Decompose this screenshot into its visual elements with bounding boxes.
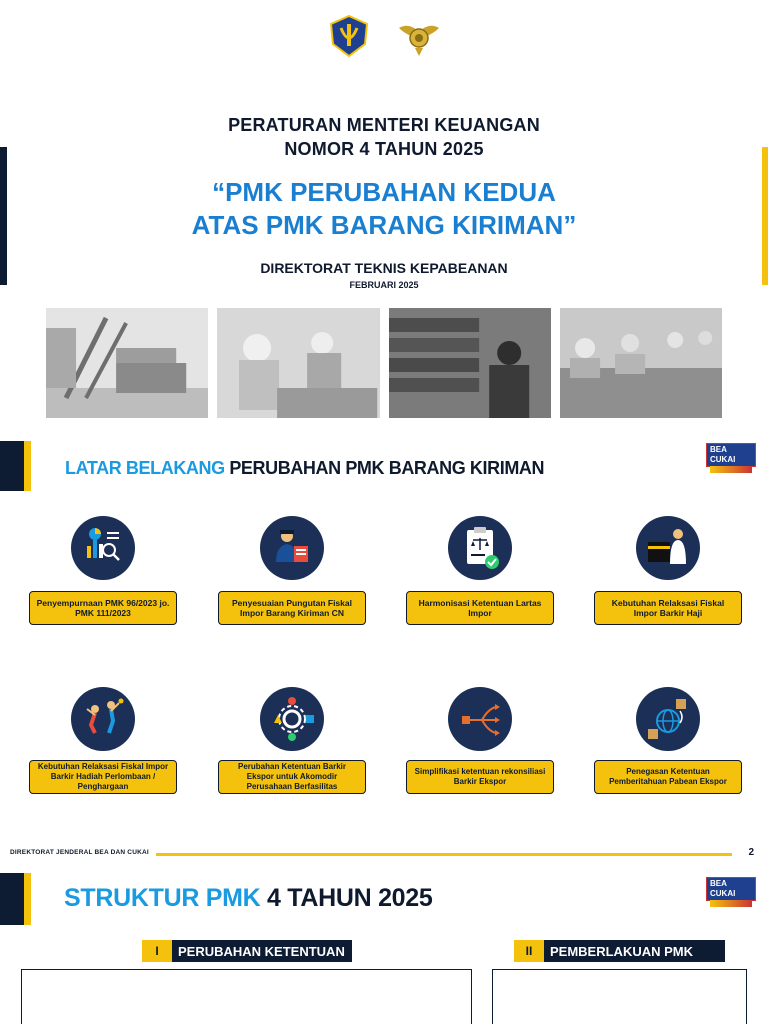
background-item-label: Penyempurnaan PMK 96/2023 jo. PMK 111/2023 xyxy=(29,591,177,625)
background-item-label: Kebutuhan Relaksasi Fiskal Impor Barkir Hadiah Perlombaan / Penghargaan xyxy=(29,760,177,794)
logo-row xyxy=(0,14,768,58)
photo-strip xyxy=(46,308,722,418)
bea-cukai-logo: BEA CUKAI xyxy=(706,443,756,467)
section-panel-2 xyxy=(492,969,747,1024)
globe-shipment-icon xyxy=(636,687,700,751)
structure-slide xyxy=(0,871,768,1024)
cover-date: FEBRUARI 2025 xyxy=(349,280,419,290)
chart-analysis-icon xyxy=(71,516,135,580)
header-yellow-bar xyxy=(24,441,31,491)
section-number: II xyxy=(514,940,544,962)
section-label-2 xyxy=(514,940,725,962)
section-panel-1 xyxy=(21,969,472,1024)
background-slide xyxy=(0,437,768,865)
gear-cycle-icon xyxy=(260,687,324,751)
slide-footer xyxy=(10,847,758,859)
section-number: I xyxy=(142,940,172,962)
headline-line-1: “PMK PERUBAHAN KEDUA xyxy=(212,177,556,207)
officer-document-icon xyxy=(260,516,324,580)
background-item-label: Simplifikasi ketentuan rekonsiliasi Barkir Ekspor xyxy=(406,760,554,794)
title-rest: 4 TAHUN 2025 xyxy=(260,884,433,912)
section-title: PEMBERLAKUAN PMK xyxy=(550,943,693,959)
bea-cukai-emblem-icon xyxy=(397,14,441,58)
page-number: 2 xyxy=(748,847,754,858)
kaaba-pilgrim-icon xyxy=(636,516,700,580)
background-item-label: Perubahan Ketentuan Barkir Ekspor untuk Akomodir Perusahaan Berfasilitas xyxy=(218,760,366,794)
checklist-scale-icon xyxy=(448,516,512,580)
title-highlight: STRUKTUR PMK xyxy=(64,884,261,912)
headline-line-2: ATAS PMK BARANG KIRIMAN” xyxy=(191,210,577,240)
header-navy-bar xyxy=(0,873,24,925)
cover-slide xyxy=(0,0,768,430)
port-container-photo xyxy=(46,308,208,418)
background-item-label: Harmonisasi Ketentuan Lartas Impor xyxy=(406,591,554,625)
background-item-label: Kebutuhan Relaksasi Fiskal Impor Barkir Haji xyxy=(594,591,742,625)
title-rest: PERUBAHAN PMK BARANG KIRIMAN xyxy=(224,458,545,478)
slide-title xyxy=(65,458,544,479)
headline xyxy=(0,176,768,242)
regulation-line-2: NOMOR 4 TAHUN 2025 xyxy=(284,139,484,159)
slide-title xyxy=(64,884,432,913)
background-item-label: Penyesuaian Pungutan Fiskal Impor Barang Kiriman CN xyxy=(218,591,366,625)
assembly-line-photo xyxy=(560,308,722,418)
background-item-label: Penegasan Ketentuan Pemberitahuan Pabean Ekspor xyxy=(594,760,742,794)
title-highlight: LATAR BELAKANG xyxy=(65,458,225,478)
bea-cukai-logo: BEA CUKAI xyxy=(706,877,756,901)
footer-text: DIREKTORAT JENDERAL BEA DAN CUKAI xyxy=(10,849,149,856)
kemenkeu-logo-icon xyxy=(327,14,371,58)
header-navy-bar xyxy=(0,441,24,491)
regulation-line-1: PERATURAN MENTERI KEUANGAN xyxy=(228,115,540,135)
header-yellow-bar xyxy=(24,873,31,925)
section-title: PERUBAHAN KETENTUAN xyxy=(178,943,345,959)
flow-arrows-icon xyxy=(448,687,512,751)
tire-warehouse-photo xyxy=(389,308,551,418)
athletes-icon xyxy=(71,687,135,751)
factory-workers-photo xyxy=(217,308,379,418)
regulation-title xyxy=(0,113,768,161)
directorate-name: DIREKTORAT TEKNIS KEPABEANAN xyxy=(260,260,508,276)
footer-line xyxy=(156,853,732,856)
section-label-1 xyxy=(142,940,352,962)
